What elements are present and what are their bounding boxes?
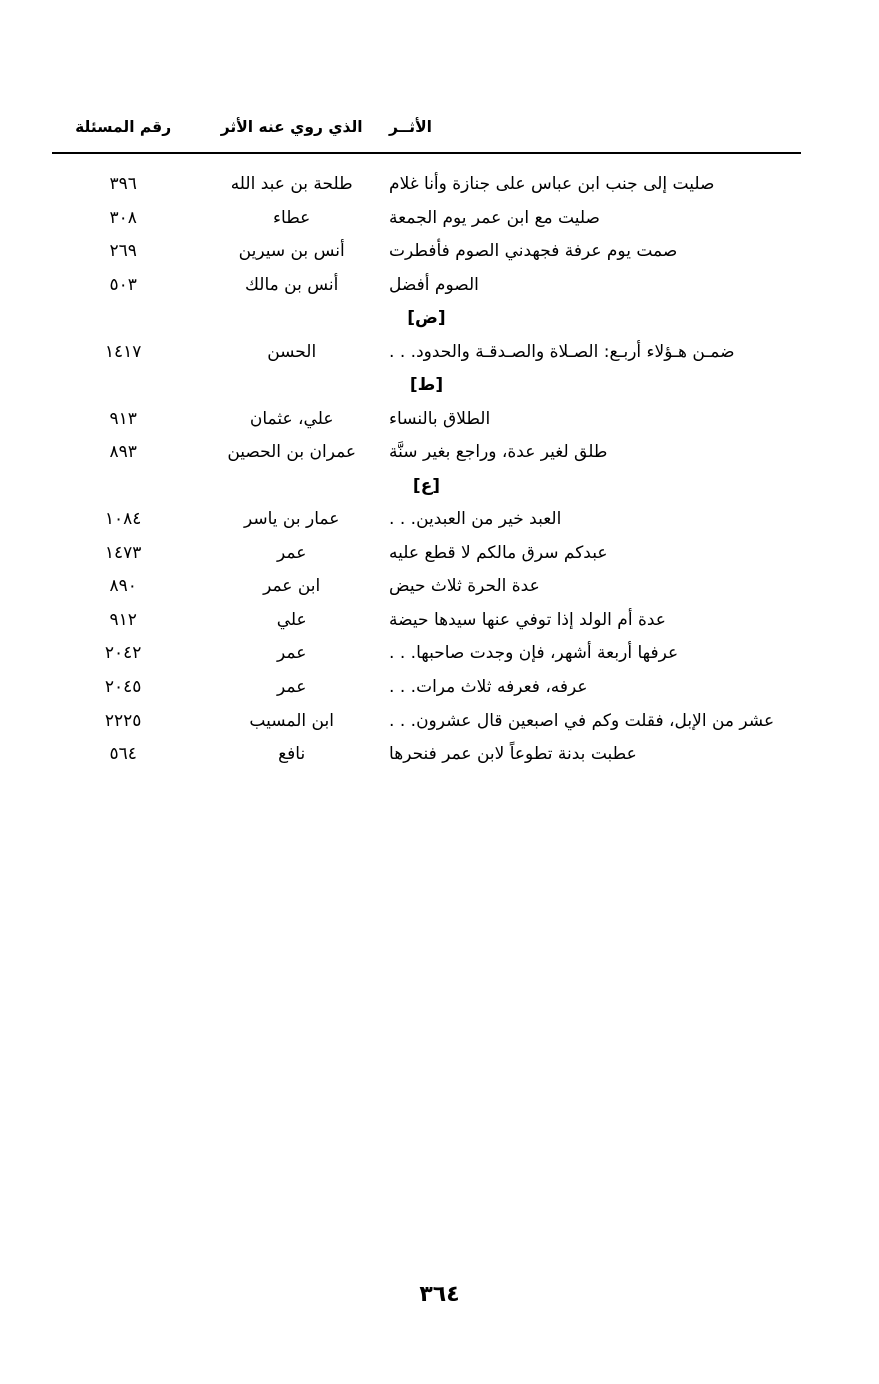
cell-athar-text: عدة أم الولد إذا توفي عنها سيدها حيضة xyxy=(389,609,666,630)
section-heading: [ط] xyxy=(409,375,444,396)
cell-athar-text: عبدكم سرق مالكم لا قطع عليه xyxy=(389,542,608,563)
cell-narrator: أنس بن سيرين xyxy=(238,241,345,262)
header-row xyxy=(52,118,801,152)
cell-athar-text: العبد خير من العبدين. . . xyxy=(389,509,562,530)
cell-narrator: طلحة بن عبد الله xyxy=(230,174,353,194)
cell-athar-text: ضمـن هـؤلاء أربـع: الصـلاة والصـدقـة والحدود. . . xyxy=(389,341,735,362)
horizontal-rule xyxy=(52,152,801,154)
cell-athar-text: الطلاق بالنساء xyxy=(389,408,491,429)
table-row xyxy=(52,570,801,604)
table-row xyxy=(52,738,801,772)
cell-narrator: علي، عثمان xyxy=(249,408,334,429)
cell-question-number: ٨٩٣ xyxy=(109,442,137,463)
cell-athar-text: عرفها أربعة أشهر، فإن وجدت صاحبها. . . xyxy=(389,643,679,664)
cell-question-number: ١٠٨٤ xyxy=(104,509,142,530)
cell-question-number: ٥٦٤ xyxy=(109,744,137,765)
cell-narrator: عمر xyxy=(277,542,307,563)
cell-narrator: عمر xyxy=(277,676,307,697)
cell-narrator: أنس بن مالك xyxy=(244,274,339,295)
cell-athar-text: طلق لغير عدة، وراجع بغير سنَّة xyxy=(389,442,608,463)
table-row xyxy=(52,503,801,537)
page-number: ٣٦٤ xyxy=(419,1282,460,1307)
cell-narrator: نافع xyxy=(278,744,306,765)
table-row xyxy=(52,637,801,671)
cell-athar-text: صليت مع ابن عمر يوم الجمعة xyxy=(389,207,600,228)
cell-question-number: ٢٢٢٥ xyxy=(104,710,142,731)
table-row xyxy=(52,235,801,269)
cell-question-number: ٥٠٣ xyxy=(109,274,137,295)
cell-narrator: عطاء xyxy=(273,207,311,228)
table-row xyxy=(52,671,801,705)
table-row xyxy=(52,202,801,236)
cell-athar-text: الصوم أفضل xyxy=(389,274,479,295)
cell-narrator: ابن المسيب xyxy=(249,710,334,731)
header-rule-row xyxy=(52,152,801,168)
column-header-question-number: رقم المسئلة xyxy=(75,118,172,136)
cell-athar-text: عشر من الإبل، فقلت وكم في اصبعين قال عشرون. . . xyxy=(389,710,775,731)
cell-athar-text: صليت إلى جنب ابن عباس على جنازة وأنا غلام xyxy=(389,174,715,194)
table-row xyxy=(52,403,801,437)
cell-question-number: ٢٠٤٢ xyxy=(104,643,142,664)
cell-question-number: ٢٦٩ xyxy=(109,241,137,262)
cell-narrator: عمران بن الحصين xyxy=(227,442,357,463)
header-rule-cell xyxy=(52,152,801,168)
cell-question-number: ٢٠٤٥ xyxy=(104,676,142,697)
cell-question-number: ٩١٣ xyxy=(109,408,137,429)
table-row xyxy=(52,436,801,470)
column-header-athar: الأثــر xyxy=(389,118,432,136)
cell-question-number: ٨٩٠ xyxy=(109,576,137,597)
section-heading: [ع] xyxy=(412,475,441,496)
section-heading: [ض] xyxy=(407,308,446,329)
cell-athar-text: عدة الحرة ثلاث حيض xyxy=(389,576,540,597)
cell-athar-text: عطبت بدنة تطوعاً لابن عمر فنحرها xyxy=(389,744,637,765)
cell-question-number: ٩١٢ xyxy=(109,609,137,630)
cell-question-number: ٣٩٦ xyxy=(109,174,137,194)
cell-question-number: ١٤٧٣ xyxy=(104,542,142,563)
index-table xyxy=(52,118,801,772)
section-heading-row xyxy=(52,470,801,504)
cell-narrator: عمر xyxy=(277,643,307,664)
table-row xyxy=(52,537,801,571)
cell-question-number: ٣٠٨ xyxy=(109,207,137,228)
cell-narrator: عمار بن ياسر xyxy=(243,509,340,530)
table-row xyxy=(52,336,801,370)
table-row xyxy=(52,705,801,739)
cell-athar-text: صمت يوم عرفة فجهدني الصوم فأفطرت xyxy=(389,241,678,262)
cell-narrator: الحسن xyxy=(267,341,317,362)
table-header xyxy=(52,118,801,168)
cell-athar-text: عرفه، فعرفه ثلاث مرات. . . xyxy=(389,676,588,697)
section-heading-row xyxy=(52,369,801,403)
cell-narrator: علي xyxy=(276,609,307,630)
cell-question-number: ١٤١٧ xyxy=(104,341,142,362)
column-header-narrator: الذي روي عنه الأثر xyxy=(220,118,363,136)
table-row xyxy=(52,604,801,638)
cell-narrator: ابن عمر xyxy=(263,576,321,597)
section-heading-row xyxy=(52,302,801,336)
table-body xyxy=(52,168,801,772)
table-row xyxy=(52,168,801,202)
table-row xyxy=(52,269,801,303)
